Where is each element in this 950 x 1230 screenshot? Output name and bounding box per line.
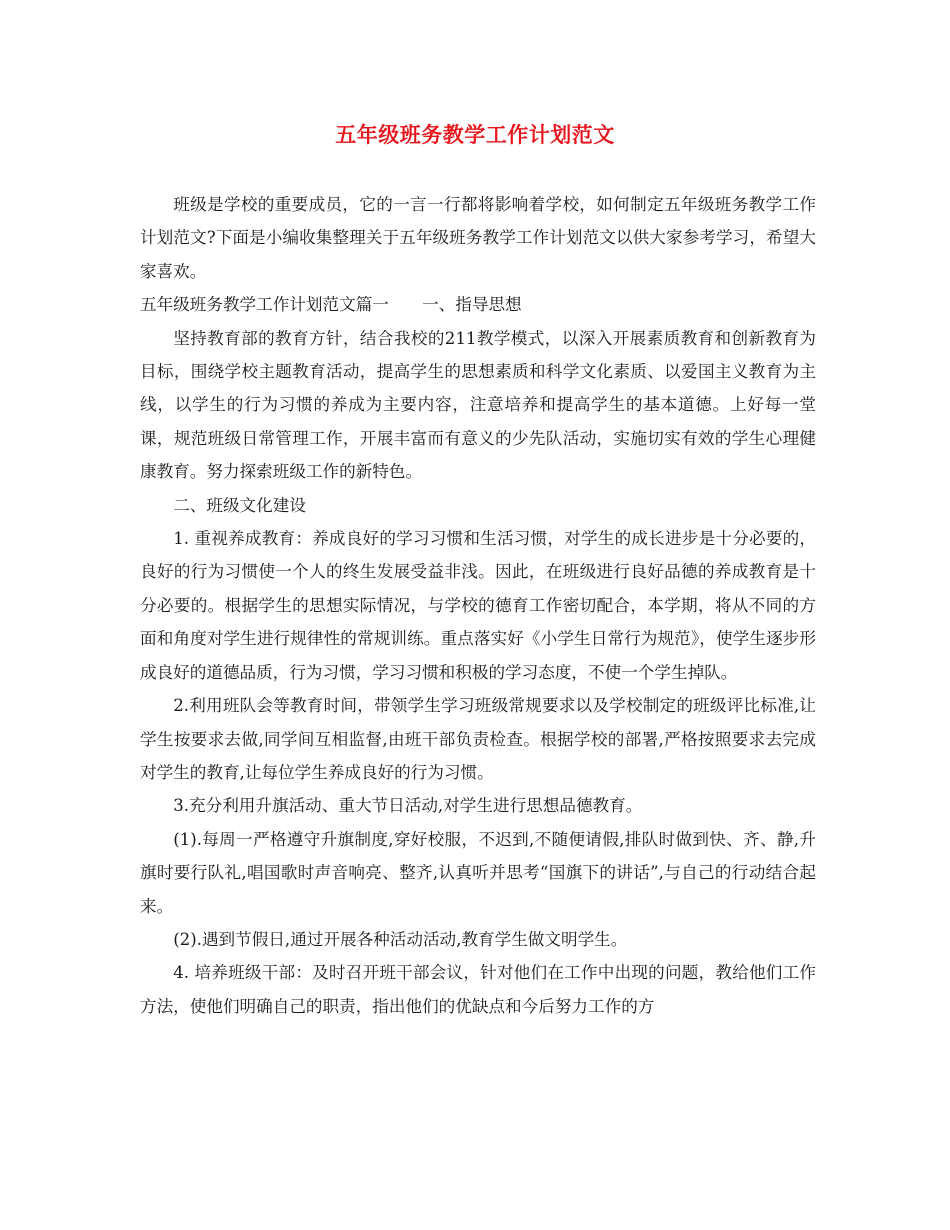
paragraph-habit-education: 1. 重视养成教育：养成良好的学习习惯和生活习惯，对学生的成长进步是十分必要的，良好的行为习惯使一个人的终生发展受益非浅。因此，在班级进行良好品德的养成教育是十分必要的。根据学生的思想实际情况，与学校的德育工作密切配合，本学期，将从不同的方面和角度对学生进行规律性的常规训练。重点落实好《小学生日常行为规范》，使学生逐步形成良好的道德品质，行为习惯，学习习惯和积极的学习态度，不使一个学生掉队。 — [140, 529, 816, 682]
document-body — [140, 188, 816, 1023]
paragraph-class-meeting: 2.利用班队会等教育时间，带领学生学习班级常规要求以及学校制定的班级评比标准,让学生按要求去做,同学间互相监督,由班干部负责检查。根据学校的部署,严格按照要求去完成对学生的教育,让每位学生养成良好的行为习惯。 — [140, 696, 816, 782]
paragraph-class-cadres: 4. 培养班级干部：及时召开班干部会议，针对他们在工作中出现的问题，教给他们工作方法，使他们明确自己的职责，指出他们的优缺点和今后努力工作的方 — [140, 963, 816, 1016]
paragraph-class-culture-heading: 二、班级文化建设 — [173, 495, 306, 515]
paragraph-monday-flag: (1).每周一严格遵守升旗制度,穿好校服，不迟到,不随便请假,排队时做到快、齐、静,升旗时要行队礼,唱国歌时声音响亮、整齐,认真听并思考“国旗下的讲话”,与自己的行动结合起来。 — [140, 829, 816, 916]
document-title: 五年级班务教学工作计划范文 — [335, 122, 615, 147]
paragraph-guiding-thought: 坚持教育部的教育方针，结合我校的211教学模式，以深入开展素质教育和创新教育为目标，围绕学校主题教育活动，提高学生的思想素质和科学文化素质、以爱国主义教育为主线，以学生的行为习惯的养成为主要内容，注意培养和提高学生的基本道德。上好每一堂课，规范班级日常管理工作，开展丰富而有意义的少先队活动，实施切实有效的学生心理健康教育。努力探索班级工作的新特色。 — [140, 328, 816, 482]
paragraph-section-heading: 五年级班务教学工作计划范文篇一 一、指导思想 — [140, 295, 522, 315]
paragraph-intro: 班级是学校的重要成员，它的一言一行都将影响着学校，如何制定五年级班务教学工作计划范文?下面是小编收集整理关于五年级班务教学工作计划范文以供大家参考学习，希望大家喜欢。 — [140, 195, 816, 281]
paragraph-holidays: (2).遇到节假日,通过开展各种活动活动,教育学生做文明学生。 — [173, 929, 628, 949]
paragraph-flag-activities: 3.充分利用升旗活动、重大节日活动,对学生进行思想品德教育。 — [173, 796, 643, 816]
